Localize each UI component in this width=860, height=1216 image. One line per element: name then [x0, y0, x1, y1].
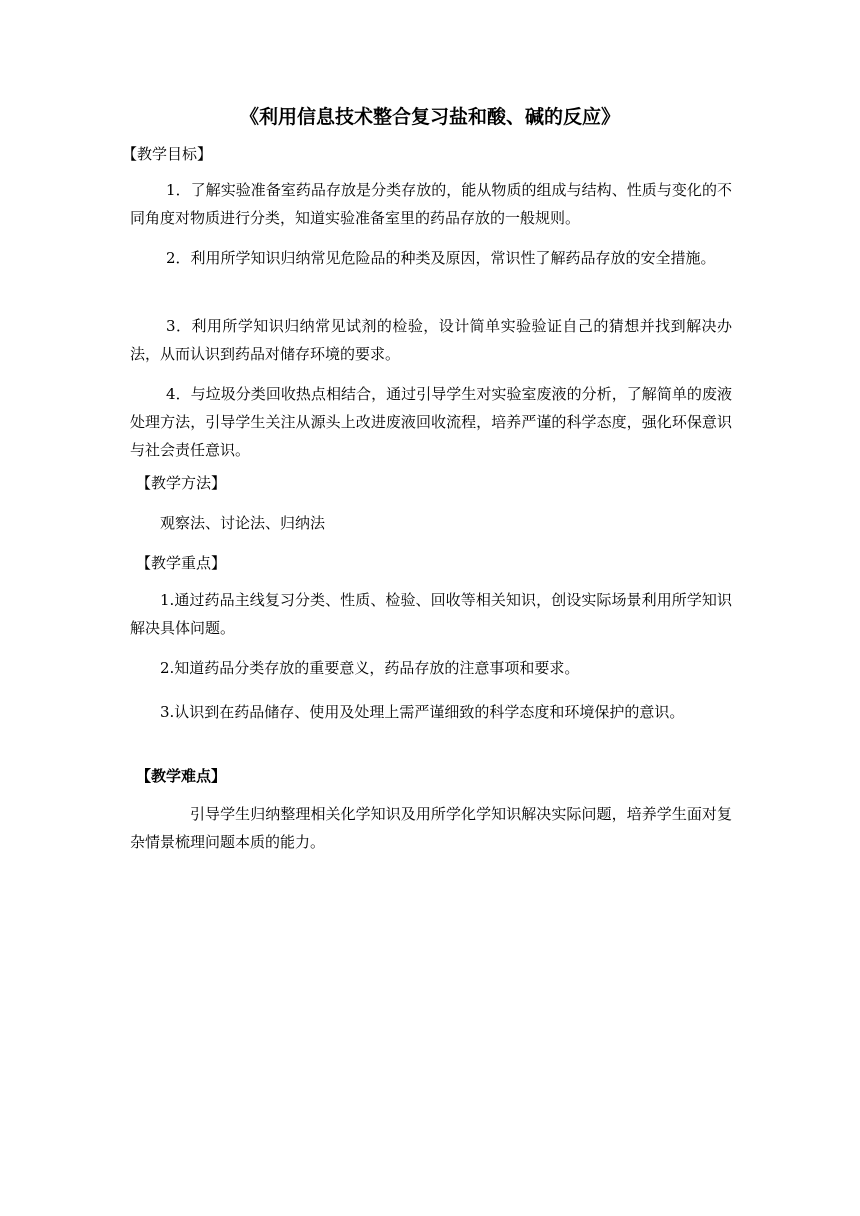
key-point-item-2: 2.知道药品分类存放的重要意义，药品存放的注意事项和要求。	[160, 659, 580, 677]
key-point-item-3: 3.认识到在药品储存、使用及处理上需严谨细致的科学态度和环境保护的意识。	[160, 703, 685, 721]
objective-item-2: 2．利用所学知识归纳常见危险品的种类及原因，常识性了解药品存放的安全措施。	[166, 249, 716, 267]
document-title: 《利用信息技术整合复习盐和酸、碱的反应》	[239, 106, 620, 128]
key-points-heading: 【教学重点】	[136, 554, 227, 572]
objectives-heading: 【教学目标】	[122, 145, 213, 163]
methods-heading: 【教学方法】	[136, 474, 227, 492]
objective-item-4: 4．与垃圾分类回收热点相结合，通过引导学生对实验室废液的分析，了解简单的废液处理方法，引导学生关注从源头上改进废液回收流程，培养严谨的科学态度，强化环保意识与社会责任意识。	[130, 385, 732, 459]
difficulties-heading: 【教学难点】	[136, 767, 227, 785]
objective-item-3: 3．利用所学知识归纳常见试剂的检验，设计简单实验验证自己的猜想并找到解决办法，从而认识到药品对储存环境的要求。	[130, 317, 732, 363]
methods-text: 观察法、讨论法、归纳法	[160, 514, 326, 532]
objective-item-1: 1．了解实验准备室药品存放是分类存放的，能从物质的组成与结构、性质与变化的不同角度对物质进行分类，知道实验准备室里的药品存放的一般规则。	[130, 181, 732, 227]
difficulties-text: 引导学生归纳整理相关化学知识及用所学化学知识解决实际问题，培养学生面对复杂情景梳理问题本质的能力。	[130, 805, 732, 851]
key-point-item-1: 1.通过药品主线复习分类、性质、检验、回收等相关知识，创设实际场景利用所学知识解决具体问题。	[130, 591, 732, 637]
